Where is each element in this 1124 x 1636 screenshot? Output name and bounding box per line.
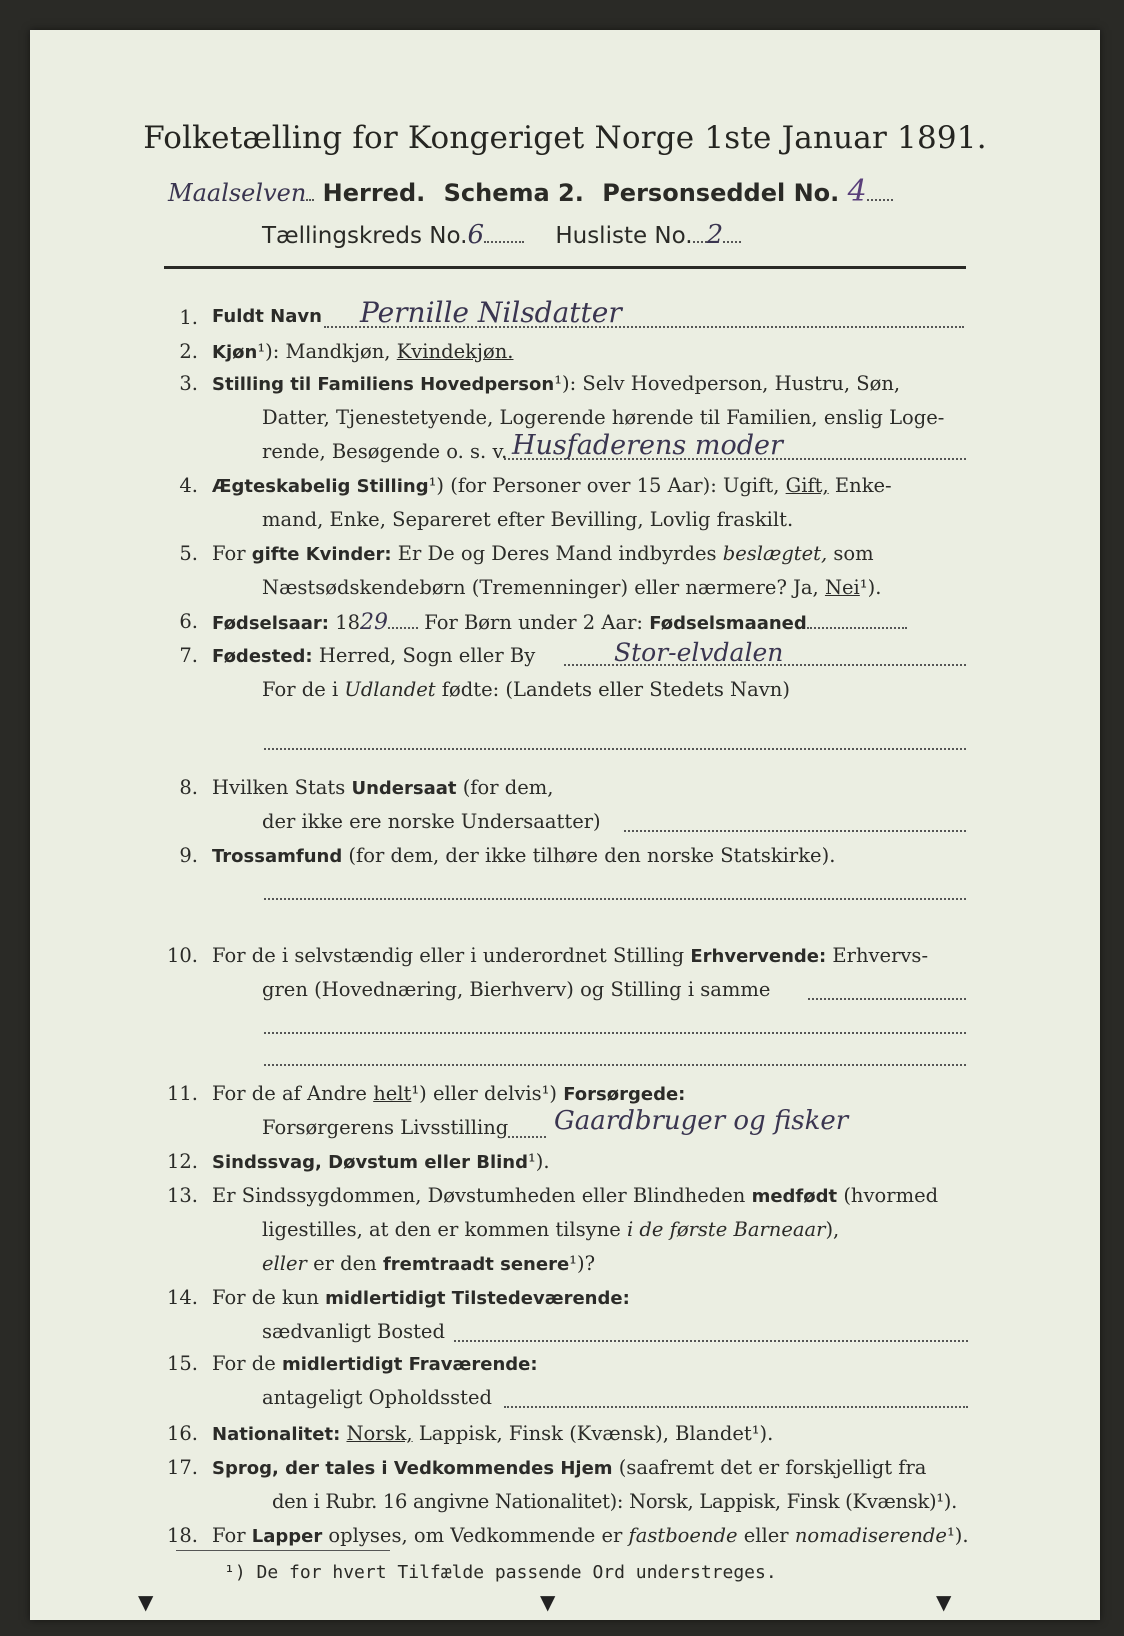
form-title: Folketælling for Kongeriget Norge 1ste Januar 1891. bbox=[143, 120, 987, 156]
birthplace-value: Stor-elvdalen bbox=[614, 638, 784, 667]
herred-label: Herred. bbox=[322, 179, 426, 207]
provider-occupation-value: Gaardbruger og fisker bbox=[554, 1106, 849, 1136]
full-name-value: Pernille Nilsdatter bbox=[360, 296, 622, 329]
husliste-label: Husliste No. bbox=[555, 223, 693, 249]
option-kvindekjon: Kvindekjøn. bbox=[396, 340, 514, 363]
corner-mark-center: ▼ bbox=[540, 1590, 556, 1614]
personseddel-value: 4 bbox=[847, 174, 867, 209]
taellingskreds-value: 6 bbox=[467, 220, 485, 250]
birth-year-value: 29 bbox=[360, 610, 389, 635]
corner-mark-left: ▼ bbox=[138, 1590, 154, 1614]
schema-label: Schema 2. bbox=[443, 179, 584, 207]
option-helt: helt bbox=[373, 1082, 412, 1105]
taellingskreds-label: Tællingskreds No. bbox=[262, 223, 468, 249]
option-norsk: Norsk, bbox=[346, 1422, 413, 1445]
header-rule bbox=[164, 266, 966, 269]
husliste-value: 2 bbox=[706, 220, 724, 250]
header-line-2 bbox=[262, 220, 741, 250]
herred-value: Maalselven bbox=[168, 179, 307, 207]
census-form: Folketælling for Kongeriget Norge 1ste Januar 1891. Maalselven Herred. Schema 2. Personseddel No. 4 Tællingskreds No.6 Husliste No. 2 1. Fuldt Navn Pernille Nilsdatter 2. Kjøn¹): Mandkjøn, Kvindekjøn. 3. Stilling til Familiens Hovedperson¹): Selv Hovedperson, Hustru, Søn, Datter, Tjenestetyende, Logerende hørende til Familien, enslig Loge- rende, Besøgende o. s. v. Husfaderens moder 4. Ægteskabelig Stilling¹) (for Personer over 15 Aar): Ugift, Gift, Enke- mand, Enke, Separeret efter Bevilling, Lovlig fraskilt. 5. For gifte Kvinder: Er De og Deres Mand indbyrdes beslægtet, som Næstsødskendebørn (Tremenninger) eller nærmere? Ja, Nei¹). 6. Fødselsaar: 1829 For Børn under 2 Aar: Fødselsmaaned 7. Fødested: Herred, Sogn eller By Stor-elvdalen For de i Udlandet fødte: (Landets eller Stedets Navn) 8. Hvilken Stats Undersaat (for dem, der ikke ere norske Undersaatter) 9. Trossamfund (for dem, der ikke tilhøre den norske Statskirke). 10. For de i selvstændig eller i underordnet Stilling Erhvervende: Erhvervs- gren (Hovednæring, Bierhverv) og Stilling i samme 11. For de af Andre helt¹) eller delvis¹) Forsørgede: Forsørgerens Livsstilling Gaardbruger og fisker 12. Sindssvag, Døvstum eller Blind¹). 13. Er Sindssygdommen, Døvstumheden eller Blindheden medfødt (hvormed ligestilles, at den er kommen tilsyne i de første Barneaar), eller er den fremtraadt senere¹)? 14. For de kun midlertidigt Tilstedeværende: sædvanligt Bosted 15. For de midlertidigt Fraværende: antageligt Opholdssted 16. Nationalitet: Norsk, Lappisk, Finsk (Kvænsk), Blandet¹). 17. Sprog, der tales i Vedkommendes Hjem (saafremt det er forskjelligt fra den i Rubr. 16 angivne Nationalitet): Norsk, Lappisk, Finsk (Kvænsk)¹). 18. For Lapper oplyses, om Vedkommende er fastboende eller nomadiserende¹). ¹) De for hvert Tilfælde passende Ord understreges. ▼ ▼ ▼ bbox=[30, 30, 1100, 1620]
family-position-value: Husfaderens moder bbox=[512, 430, 783, 461]
option-gift: Gift, bbox=[785, 474, 829, 497]
header-line-1 bbox=[168, 174, 893, 209]
footnote-rule bbox=[176, 1550, 390, 1551]
footnote: ¹) De for hvert Tilfælde passende Ord understreges. bbox=[224, 1562, 777, 1583]
full-name-label: Fuldt Navn bbox=[212, 306, 322, 327]
option-nei: Nei bbox=[824, 576, 860, 599]
corner-mark-right: ▼ bbox=[936, 1590, 952, 1614]
personseddel-label: Personseddel No. bbox=[602, 179, 840, 207]
